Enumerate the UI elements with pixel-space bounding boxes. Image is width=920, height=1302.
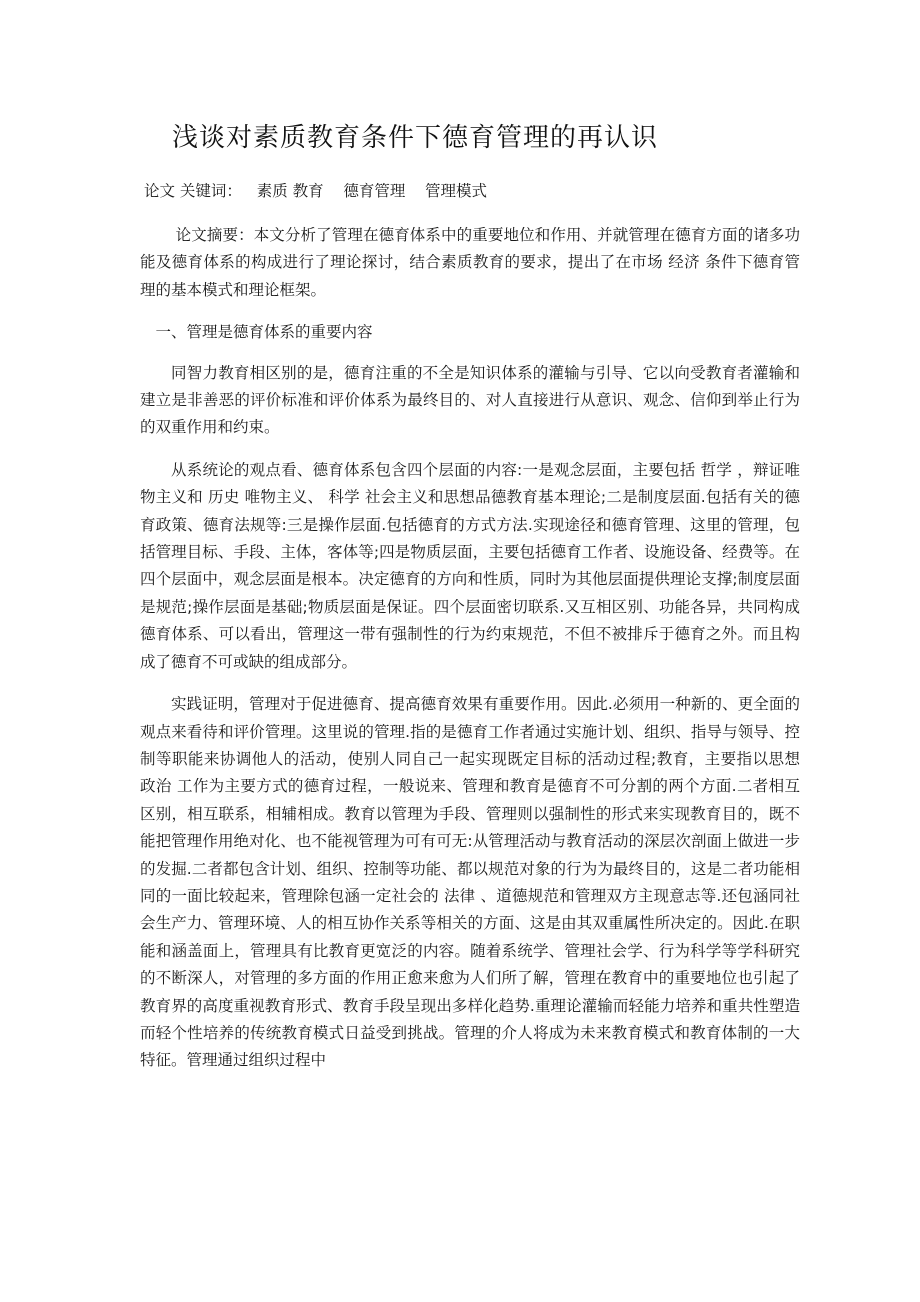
section-heading: 一、管理是德育体系的重要内容 [155, 323, 373, 342]
body-paragraph: 同智力教育相区别的是，德育注重的不全是知识体系的灌输与引导、它以向受教育者灌输和建立是非善恶的评价标准和评价体系为最终目的、对人直接进行从意识、观念、信仰到举止行为的双重作用和约束。 [140, 363, 800, 437]
keywords-line: 论文 关键词： 素质 教育 德育管理 管理模式 [144, 182, 488, 200]
body-paragraph: 实践证明，管理对于促进德育、提高德育效果有重要作用。因此.必须用一种新的、更全面的观点来看待和评价管理。这里说的管理.指的是德育工作者通过实施计划、组织、指导与领导、控制等职能来协调他人的活动，使别人同自己一起实现既定目标的活动过程;教育，主要指以思想 政治 工作为主要方式的德育过程，一般说来、管理和教育是德育不可分割的两个方面.二者相互区别，相互联系，相辅相成。教育以管理为手段、管理则以强制性的形式来实现教育目的，既不能把管理作用绝对化、也不能视管理为可有可无:从管理活动与教育活动的深层次剖面上做进一步的发掘.二者都包含计划、组织、控制等功能、都以规范对象的行为为最终目的，这是二者功能相同的一面比较起来，管理除包涵一定社会的 法律 、道德规范和管理双方主现意志等.还包涵同社会生产力、管理环境、人的相互协作关系等相关的方面、这是由其双重属性所决定的。因此.在职能和涵盖面上，管理具有比教育更宽泛的内容。随着系统学、管理社会学、行为科学等学科研究的不断深人，对管理的多方面的作用正愈来愈为人们所了解，管理在教育中的重要地位也引起了教育界的高度重视教育形式、教育手段呈现出多样化趋势.重理论灌输而轻能力培养和重共性塑造而轻个性培养的传统教育模式日益受到挑战。管理的介人将成为未来教育模式和教育体制的一大特征。管理通过组织过程中 [140, 695, 800, 1070]
abstract-paragraph: 论文摘要：本文分析了管理在德育体系中的重要地位和作用、并就管理在德育方面的诸多功能及德育体系的构成进行了理论探讨，结合素质教育的要求，提出了在市场 经济 条件下德育管理的基本模式和理论框架。 [140, 226, 800, 299]
page-title: 浅谈对素质教育条件下德育管理的再认识 [172, 123, 659, 153]
document-body [140, 222, 800, 1090]
body-paragraph: 从系统论的观点看、德育体系包含四个层面的内容:一是观念层面，主要包括 哲学 ，辩证唯物主义和 历史 唯物主义、 科学 社会主义和思想品德教育基本理论;二是制度层面.包括有关的德育政策、德育法规等:三是操作层面.包括德育的方式方法.实现途径和德育管理、这里的管理，包括管理目标、手段、主体，客体等;四是物质层面，主要包括德育工作者、设施设备、经费等。在四个层面中，观念层面是根本。决定德育的方向和性质，同时为其他层面提供理论支撑;制度层面是规范;操作层面是基础;物质层面是保证。四个层面密切联系.又互相区别、功能各异，共同构成德育体系、可以看出，管理这一带有强制性的行为约束规范，不但不被排斥于德育之外。而且构成了德育不可或缺的组成部分。 [140, 460, 800, 671]
